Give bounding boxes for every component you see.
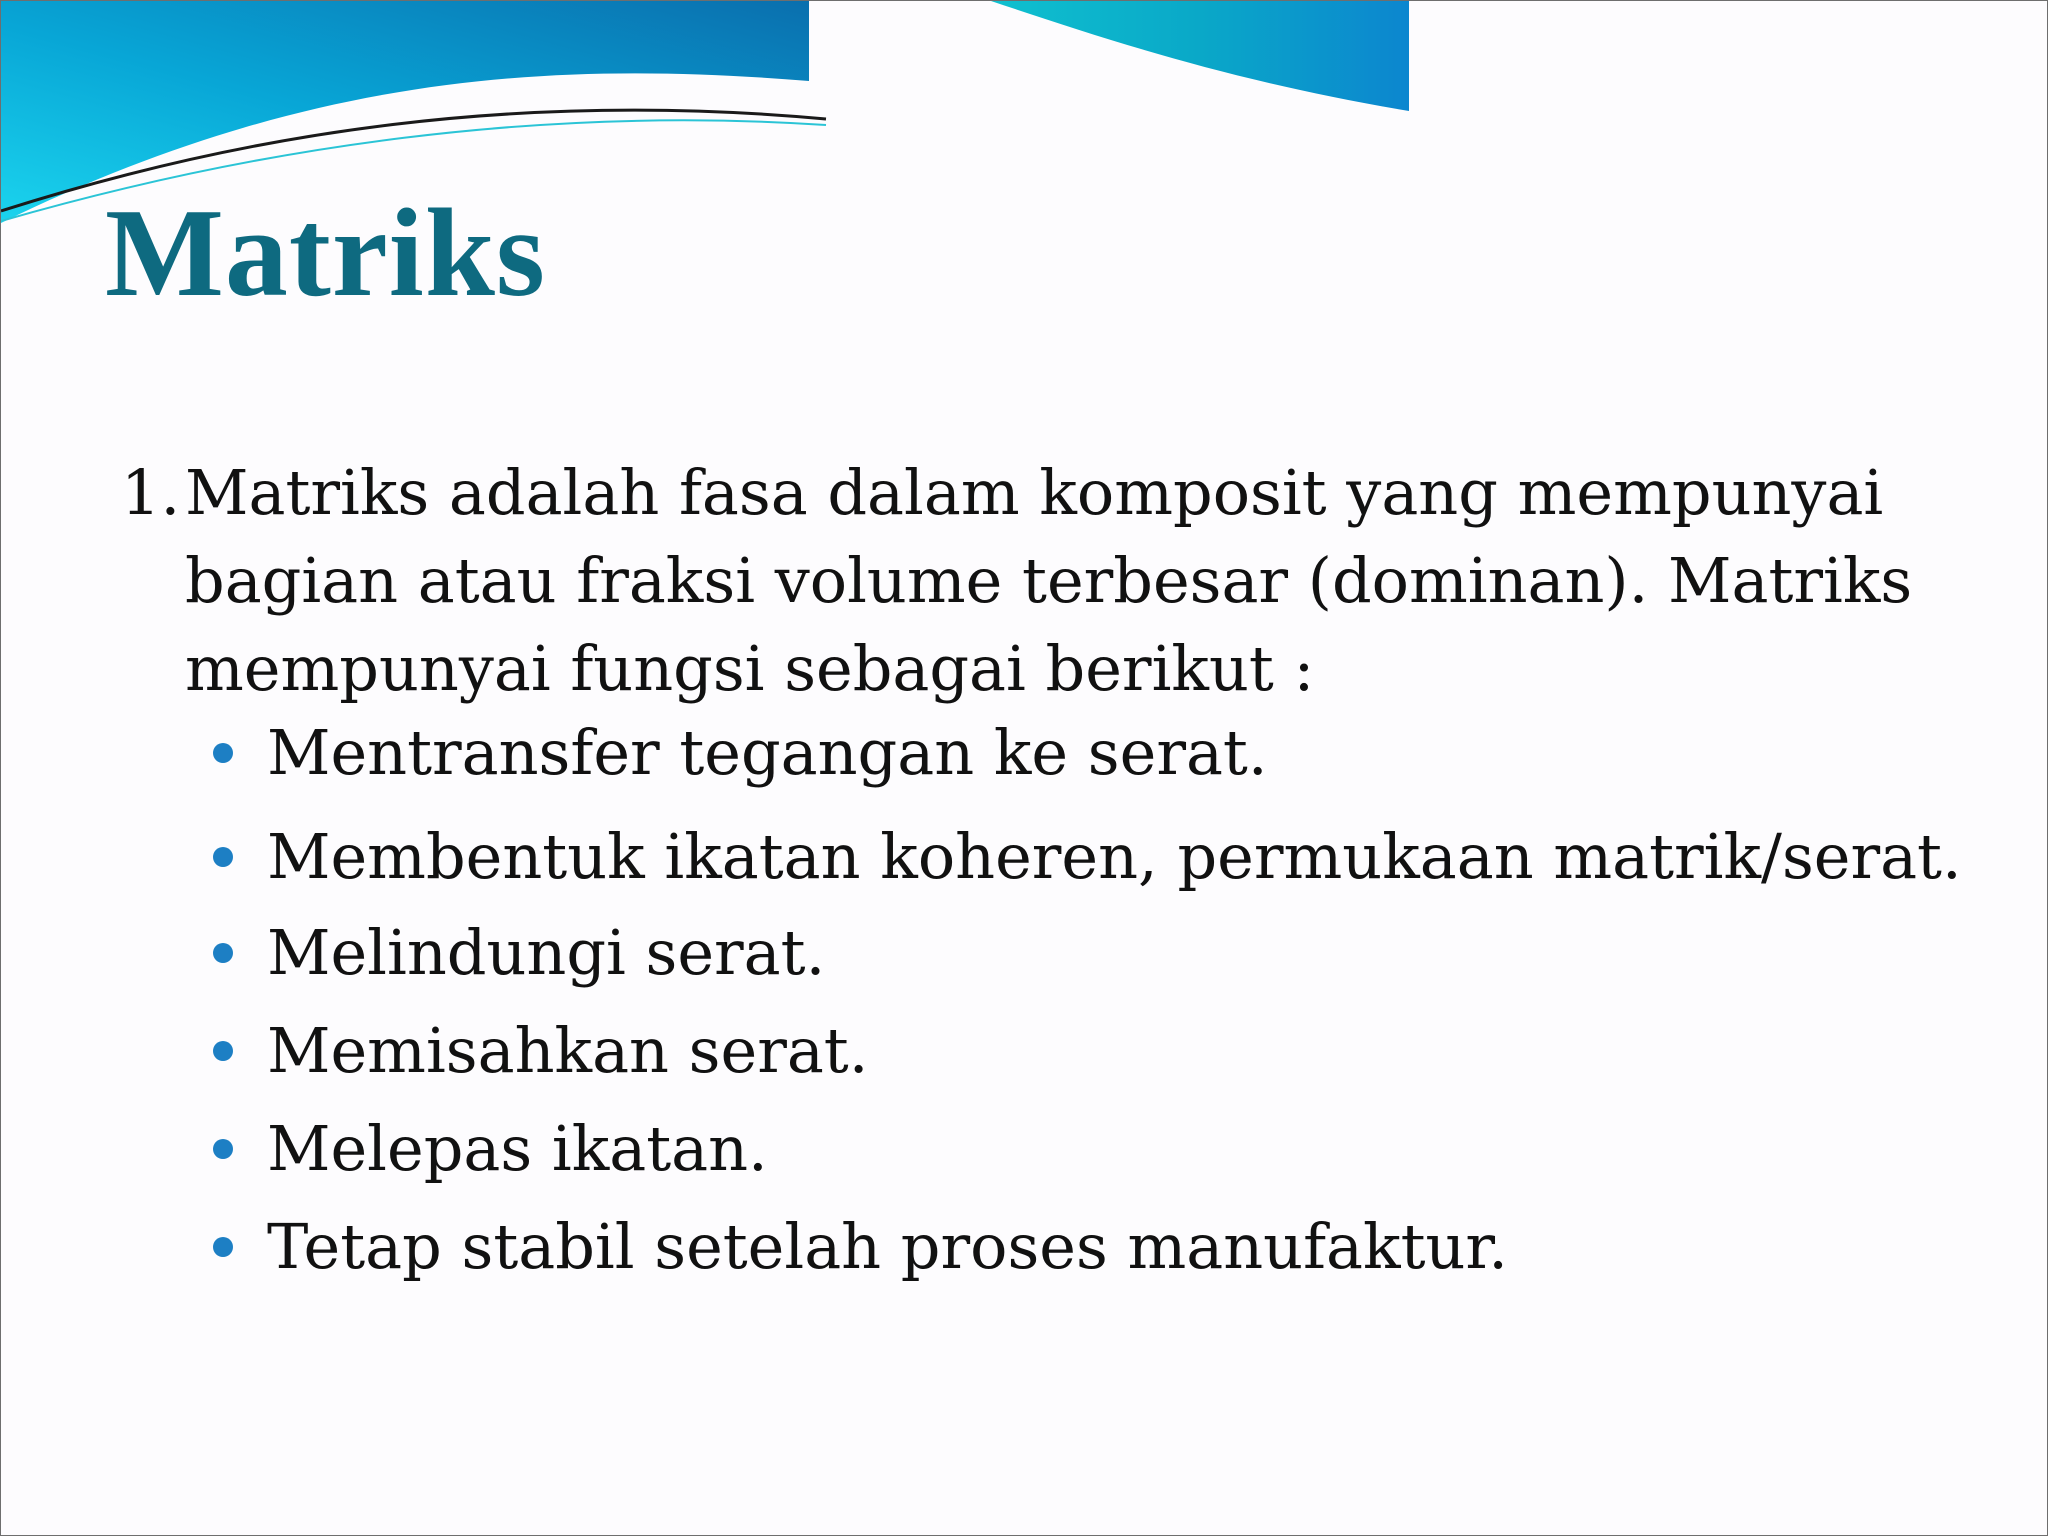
slide-content — [121, 449, 2001, 1287]
bullet-text: Melindungi serat. — [267, 916, 826, 989]
list-item — [213, 713, 2001, 793]
numbered-item — [121, 449, 2001, 713]
list-item — [213, 817, 2001, 897]
bullet-text: Tetap stabil setelah proses manufaktur. — [267, 1210, 1508, 1283]
list-item — [213, 1207, 2001, 1287]
item-paragraph: Matriks adalah fasa dalam komposit yang mempunyai bagian atau fraksi volume terbesar (dominan). Matriks mempunyai fungsi sebagai berikut : — [185, 456, 1913, 705]
bullet-text: Mentransfer tegangan ke serat. — [267, 716, 1268, 789]
list-item — [213, 1109, 2001, 1189]
bullet-text: Melepas ikatan. — [267, 1112, 768, 1185]
bullet-dot-icon — [213, 847, 233, 867]
bullet-text: Membentuk ikatan koheren, permukaan matrik/serat. — [267, 820, 1962, 893]
bullet-dot-icon — [213, 943, 233, 963]
bullet-dot-icon — [213, 1237, 233, 1257]
bullet-dot-icon — [213, 1139, 233, 1159]
list-item — [213, 913, 2001, 993]
bullet-dot-icon — [213, 743, 233, 763]
slide-title: Matriks — [105, 184, 546, 323]
bullet-dot-icon — [213, 1041, 233, 1061]
bullet-list — [121, 713, 2001, 1287]
list-item — [213, 1011, 2001, 1091]
bullet-text: Memisahkan serat. — [267, 1014, 869, 1087]
item-number: 1. — [121, 456, 181, 529]
wave-right-shape — [991, 1, 1409, 111]
